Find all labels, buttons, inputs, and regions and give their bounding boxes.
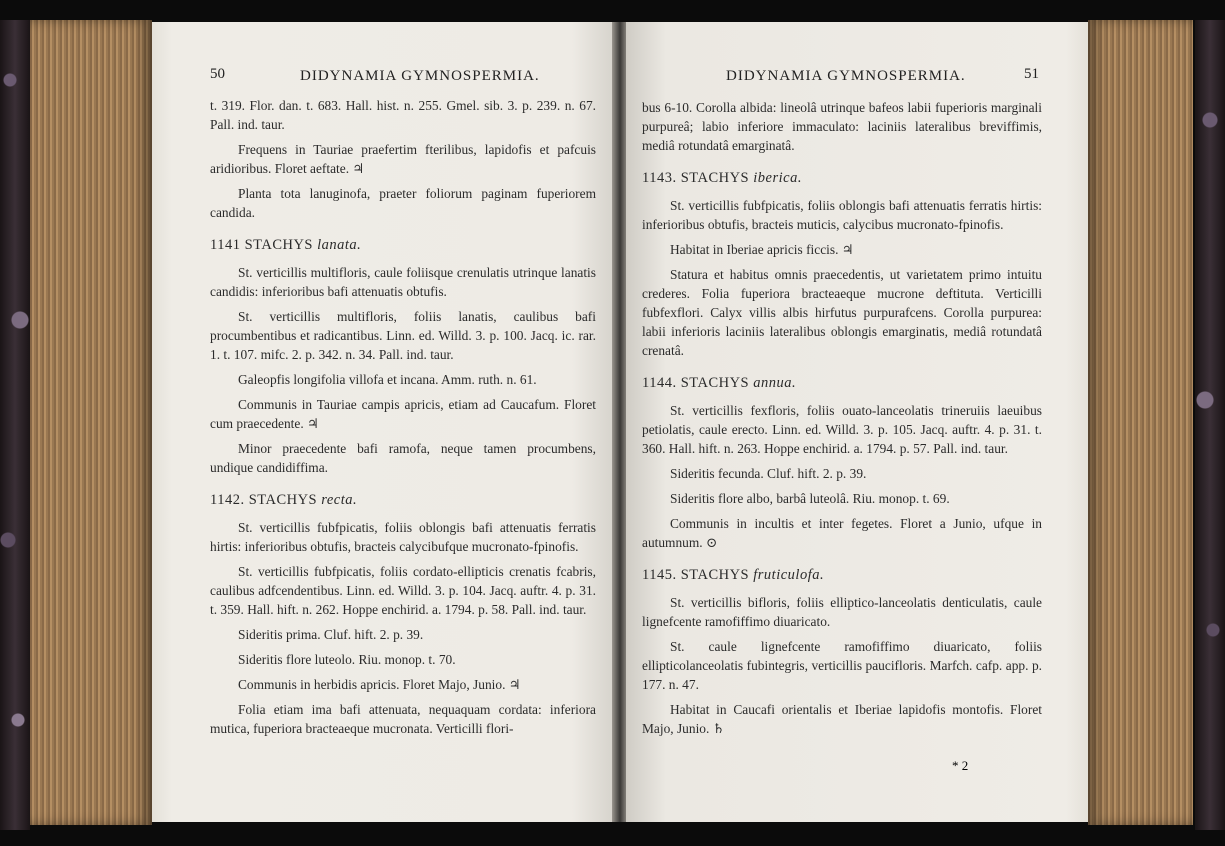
right-page <box>626 22 1088 822</box>
paragraph: St. verticillis fubfpicatis, foliis oblongis bafi attenuatis ferratis hirtis: inferioribus obtufis, bracteis calycibufque mucronato-fpinofis. <box>210 520 596 554</box>
paragraph: bus 6-10. Corolla albida: lineolâ utrinque bafeos labii fuperioris marginali purpureâ; labio inferiore immaculato: laciniis lateralibus breviffimis, mediâ rotundatâ emarginatâ. <box>642 100 1042 153</box>
paragraph: Communis in Tauriae campis apricis, etiam ad Caucafum. Floret cum praecedente. ♃ <box>210 397 596 431</box>
page-edges-right <box>1088 20 1193 825</box>
paragraph: St. verticillis fubfpicatis, foliis cordato-ellipticis crenatis fcabris, caulibus adfcendentibus. Linn. ed. Willd. 3. p. 104. Jacq. auftr. 4. p. 31. t. 359. Hall. hift. n. 262. Hoppe enchirid. a. 1794. p. 58. Pall. ind. taur. <box>210 564 596 617</box>
paragraph: Sideritis prima. Cluf. hift. 2. p. 39. <box>238 627 424 642</box>
paragraph: Habitat in Caucafi orientalis et Iberiae lapidofis montofis. Floret Majo, Junio. ♄ <box>642 702 1042 736</box>
paragraph: Sideritis flore albo, barbâ luteolâ. Riu. monop. t. 69. <box>670 491 950 506</box>
paragraph: Planta tota lanuginofa, praeter foliorum paginam fuperiorem candida. <box>210 186 596 220</box>
page-number-right: 51 <box>1024 66 1039 82</box>
paragraph: Sideritis fecunda. Cluf. hift. 2. p. 39. <box>670 466 867 481</box>
paragraph: St. verticillis multifloris, foliis lanatis, caulibus bafi procumbentibus et radicantibus. Linn. ed. Willd. 3. p. 100. Jacq. ic. rar. 1. t. 107. mifc. 2. p. 342. n. 34. Pall. ind. taur. <box>210 309 596 362</box>
paragraph: St. verticillis fexfloris, foliis ouato-lanceolatis trineruiis laeuibus petiolatis, caule erecto. Linn. ed. Willd. 3. p. 105. Jacq. auftr. 4. p. 31. t. 360. Hall. hift. n. 263. Hoppe enchirid. a. 1794. p. 57. Pall. ind. taur. <box>642 403 1042 456</box>
running-header-right: DIDYNAMIA GYMNOSPERMIA. <box>726 68 966 84</box>
species-heading: 1142. STACHYS recta. <box>210 492 358 508</box>
species-heading: 1144. STACHYS annua. <box>642 375 797 391</box>
paragraph: Sideritis flore luteolo. Riu. monop. t. 70. <box>238 652 456 667</box>
paragraph: Folia etiam ima bafi attenuata, nequaquam cordata: inferiora mutica, fuperiora bracteaeque mucronata. Verticilli flori- <box>210 702 596 736</box>
left-page <box>152 22 614 822</box>
page-number-left: 50 <box>210 66 225 82</box>
species-heading: 1141 STACHYS lanata. <box>210 237 362 253</box>
signature-mark: * 2 <box>952 758 969 773</box>
species-heading: 1145. STACHYS fruticulofa. <box>642 567 825 583</box>
paragraph: Galeopfis longifolia villofa et incana. Amm. ruth. n. 61. <box>238 372 537 387</box>
paragraph: St. verticillis multifloris, caule foliisque crenulatis utrinque lanatis candidis: inferioribus bafi attenuatis obtufis. <box>210 265 596 299</box>
paragraph: St. verticillis bifloris, foliis elliptico-lanceolatis denticulatis, caule lignefcente ramofiffimo diuaricato. <box>642 595 1042 629</box>
paragraph: Habitat in Iberiae apricis ficcis. ♃ <box>670 242 854 257</box>
species-heading: 1143. STACHYS iberica. <box>642 170 802 186</box>
paragraph: Communis in incultis et inter fegetes. Floret a Junio, ufque in autumnum. ⊙ <box>642 516 1042 550</box>
paragraph: Communis in herbidis apricis. Floret Majo, Junio. ♃ <box>238 677 521 692</box>
paragraph: Statura et habitus omnis praecedentis, ut varietatem primo intuitu crederes. Folia fuperiora bracteaeque mucrone deftituta. Verticilli fubfexflori. Calyx villis albis hirfutus purpurafcens. Corolla purpurea: labii inferioris laciniis lateralibus oblongis emarginatis, mediâ rotundatâ crenatâ. <box>642 267 1042 358</box>
paragraph: Minor praecedente bafi ramofa, neque tamen procumbens, undique candidiffima. <box>210 441 596 475</box>
right-text-block <box>642 98 1042 744</box>
running-header-left: DIDYNAMIA GYMNOSPERMIA. <box>300 68 540 84</box>
paragraph: St. verticillis fubfpicatis, foliis oblongis bafi attenuatis ferratis hirtis: inferioribus obtufis, bracteis muticis, calycibus mucronato-fpinofis. <box>642 198 1042 232</box>
marble-cover-right <box>1195 20 1225 830</box>
page-edges-left <box>30 20 152 825</box>
paragraph: Frequens in Tauriae praefertim fterilibus, lapidofis et pafcuis aridioribus. Floret aeftate. ♃ <box>210 142 596 176</box>
paragraph: St. caule lignefcente ramofiffimo diuaricato, foliis ellipticolanceolatis fubintegris, verticillis paucifloris. Marfch. cafp. app. p. 177. n. 47. <box>642 639 1042 692</box>
left-text-block <box>210 96 596 744</box>
paragraph: t. 319. Flor. dan. t. 683. Hall. hist. n. 255. Gmel. sib. 3. p. 239. n. 67. Pall. ind. taur. <box>210 98 596 132</box>
marble-cover-left <box>0 20 30 830</box>
